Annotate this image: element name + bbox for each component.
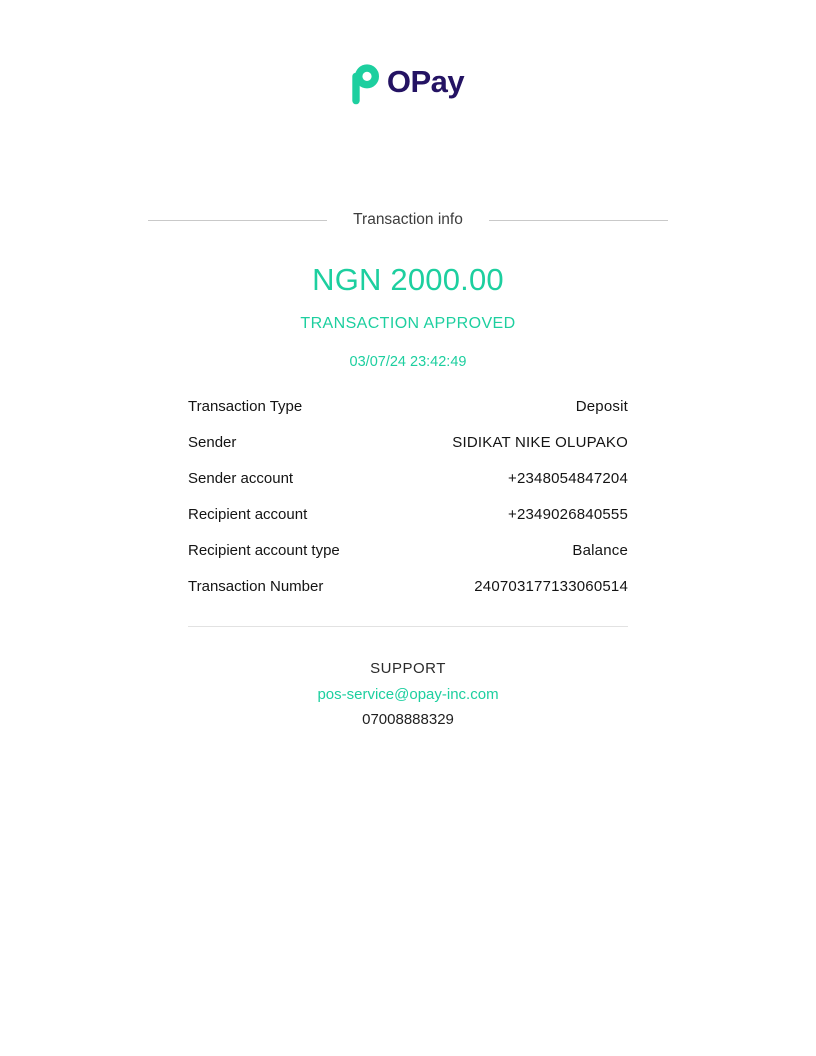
brand-logo — [0, 0, 816, 105]
transaction-datetime: 03/07/24 23:42:49 — [349, 354, 467, 370]
detail-label: Transaction Number — [188, 578, 324, 595]
transaction-details — [188, 398, 628, 595]
support-phone: 07008888329 — [362, 711, 454, 728]
detail-row-5 — [188, 578, 628, 595]
detail-value: Deposit — [575, 398, 628, 415]
header-rule-right — [489, 220, 668, 221]
detail-row-1 — [188, 434, 628, 451]
detail-row-0 — [188, 398, 628, 415]
detail-row-3 — [188, 506, 628, 523]
detail-value: SIDIKAT NIKE OLUPAKO — [452, 434, 628, 451]
detail-label: Sender account — [188, 470, 294, 487]
footer-divider — [188, 626, 628, 627]
opay-p-icon — [352, 64, 379, 105]
header-rule-left — [148, 220, 327, 221]
transaction-status: TRANSACTION APPROVED — [300, 315, 516, 332]
detail-label: Transaction Type — [188, 398, 303, 415]
brand-wordmark: OPay — [386, 64, 465, 99]
detail-value: Balance — [572, 542, 628, 559]
detail-label: Recipient account — [188, 506, 308, 523]
transaction-amount: NGN 2000.00 — [312, 262, 504, 297]
detail-value: +2349026840555 — [507, 506, 628, 523]
support-heading: SUPPORT — [370, 660, 446, 677]
section-header — [148, 211, 668, 229]
detail-label: Recipient account type — [188, 542, 340, 559]
detail-value: +2348054847204 — [507, 470, 628, 487]
detail-value: 240703177133060514 — [474, 578, 628, 595]
support-block — [0, 660, 816, 728]
detail-row-4 — [188, 542, 628, 559]
detail-label: Sender — [188, 434, 237, 451]
section-title: Transaction info — [353, 211, 463, 228]
support-email-link[interactable]: pos-service@opay-inc.com — [317, 686, 499, 703]
detail-row-2 — [188, 470, 628, 487]
